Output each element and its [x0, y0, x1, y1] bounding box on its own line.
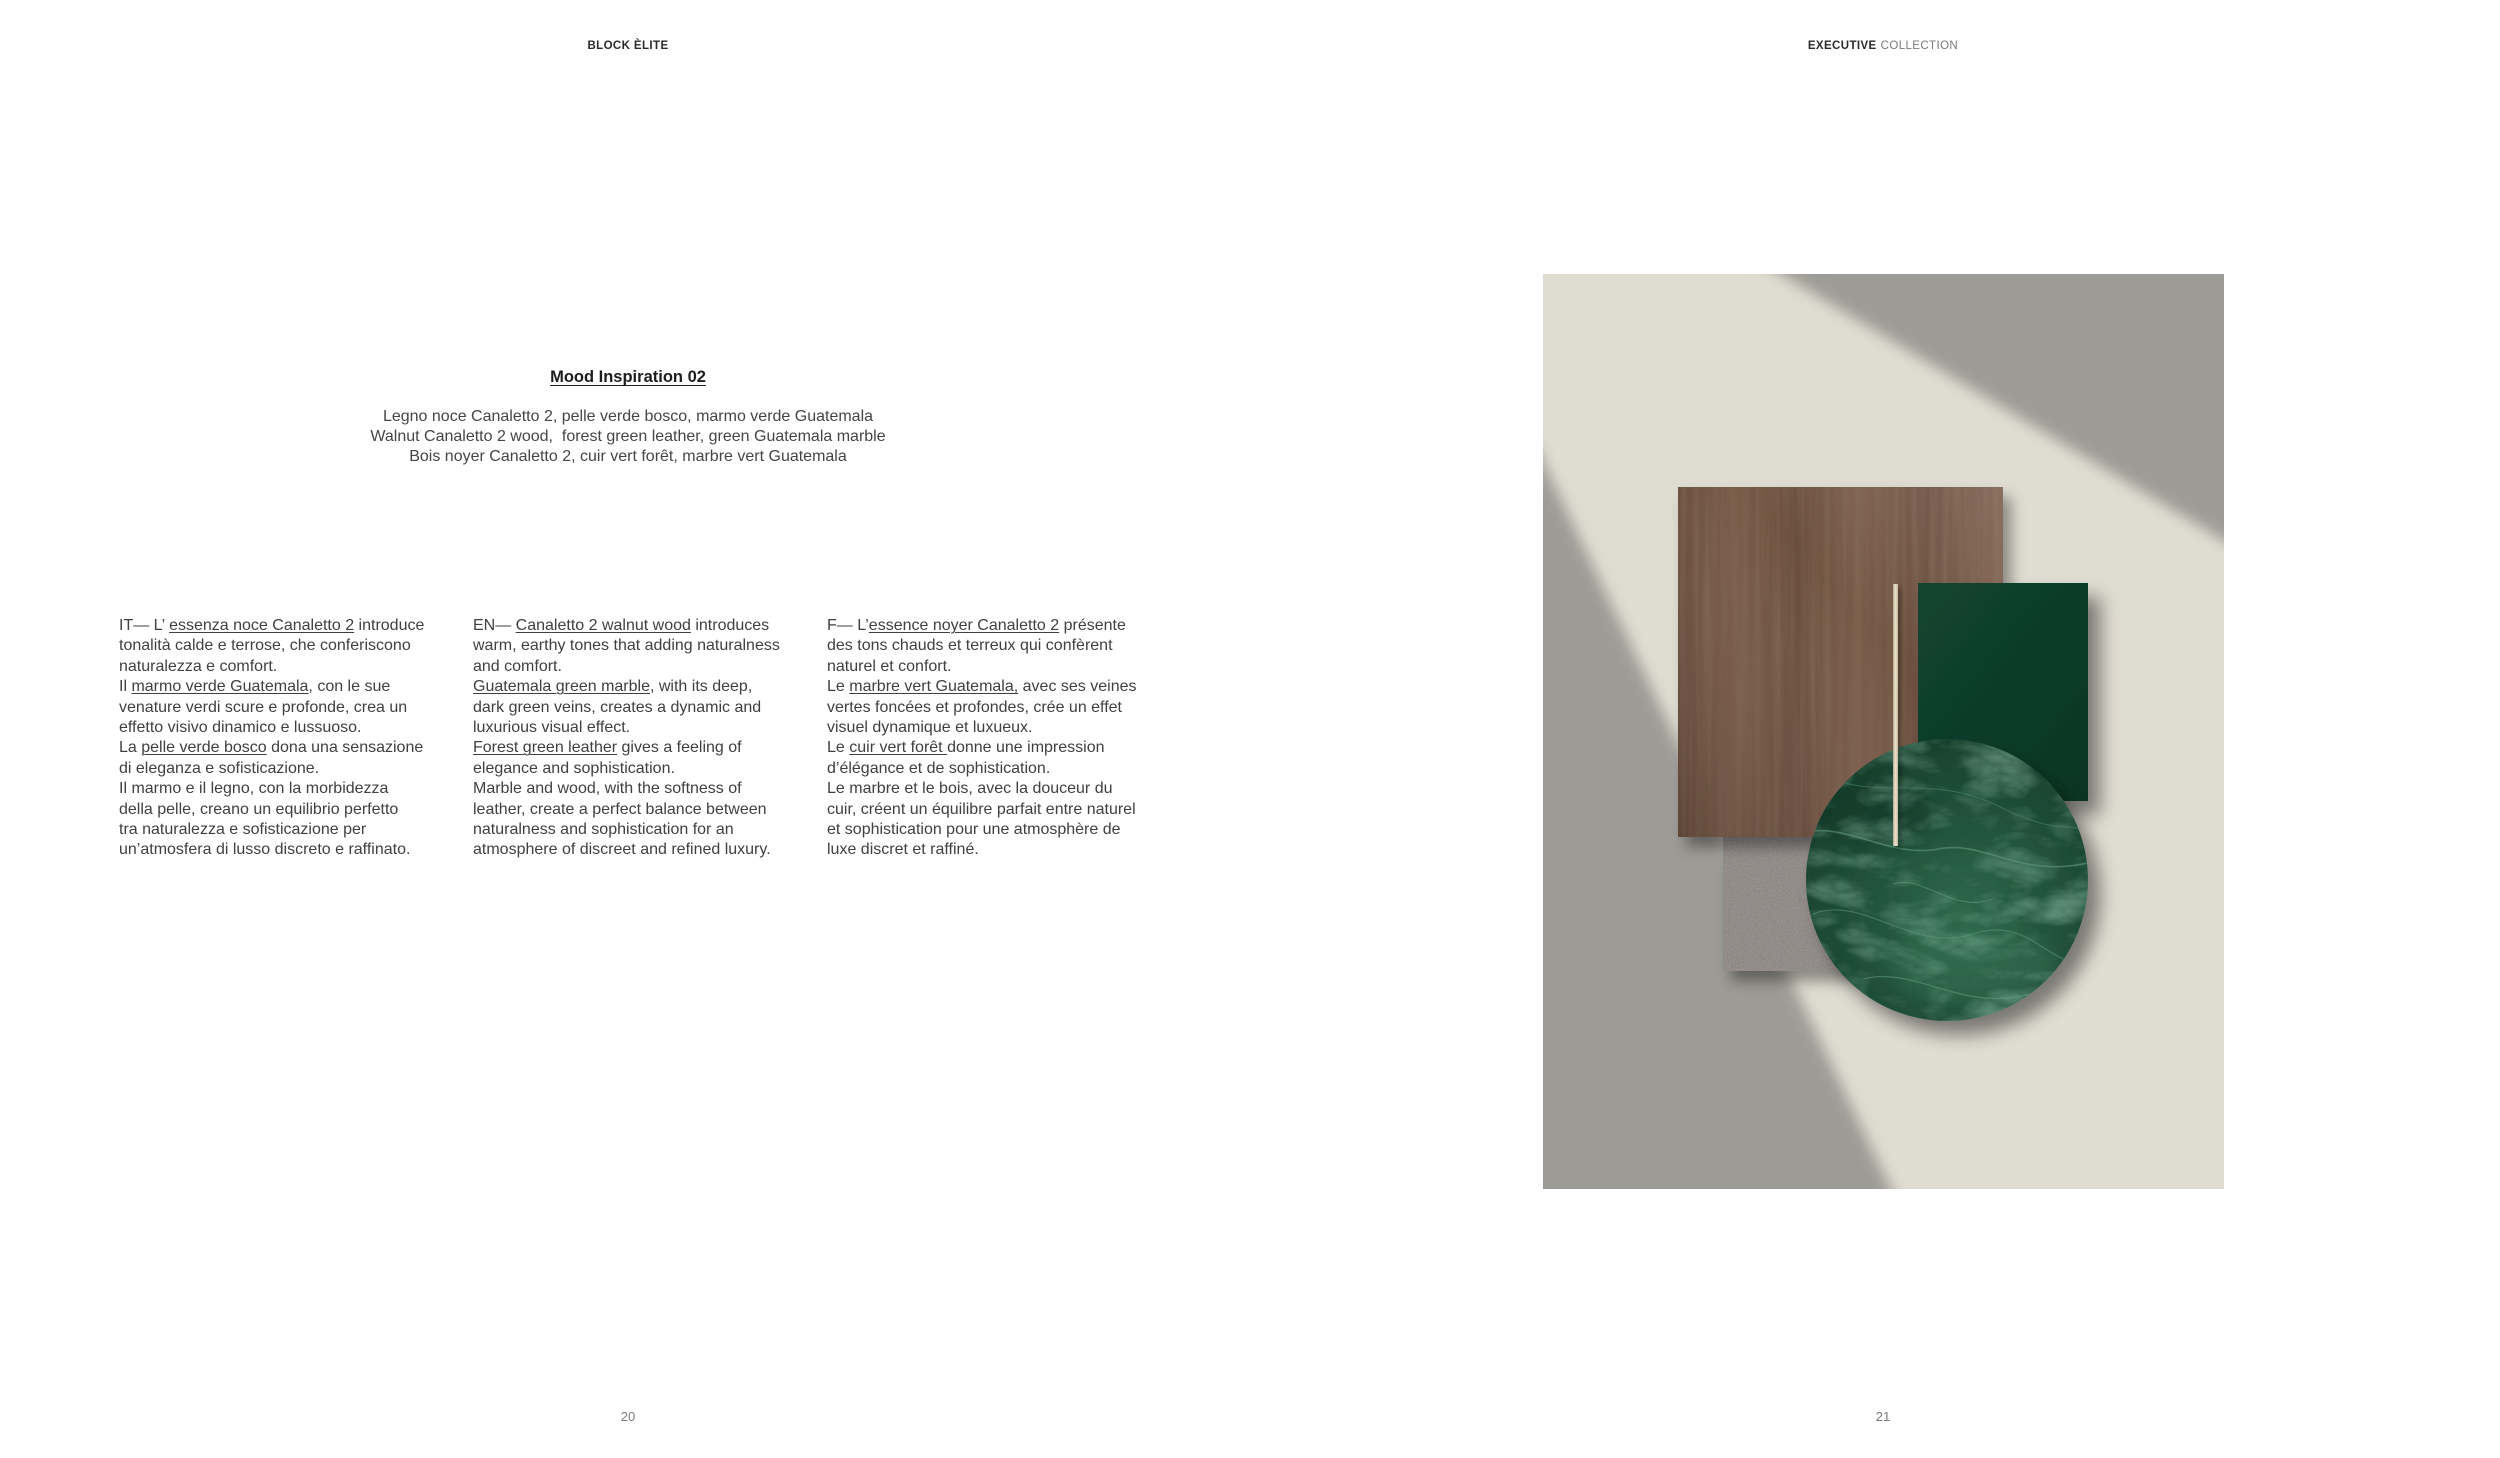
page-number-right: 21	[1875, 1409, 1891, 1424]
text-line	[119, 759, 464, 779]
text-segment: cuir, créent un équilibre parfait entre naturel	[827, 800, 1136, 818]
text-segment: Il marmo e il legno, con la morbidezza	[119, 780, 389, 798]
subtitle-line-en: Walnut Canaletto 2 wood, forest green leather, green Guatemala marble	[370, 428, 886, 445]
text-segment: naturel et confort.	[827, 657, 952, 675]
mood-subtitle	[228, 407, 1028, 467]
text-segment: présente	[1059, 617, 1126, 634]
text-line	[827, 677, 1172, 697]
collection-light: COLLECTION	[1880, 40, 1959, 52]
material-highlight: pelle verde bosco	[141, 739, 267, 757]
running-head-right	[1483, 38, 2283, 54]
text-segment: Marble and wood, with the softness of	[473, 780, 742, 798]
text-segment: tra naturalezza e sofisticazione per	[119, 820, 367, 838]
collection-bold: EXECUTIVE	[1807, 40, 1877, 52]
column-italian	[119, 616, 464, 861]
text-line	[473, 718, 818, 738]
text-segment: della pelle, creano un equilibrio perfetto	[119, 800, 399, 818]
text-line	[473, 820, 818, 840]
text-segment: d’élégance et de sophistication.	[827, 759, 1051, 777]
text-line	[119, 698, 464, 718]
text-segment: , with its deep,	[649, 678, 753, 696]
text-segment: naturalness and sophistication for an	[473, 820, 734, 838]
text-segment: luxe discret et raffiné.	[827, 841, 979, 859]
material-highlight: Guatemala green marble	[473, 678, 650, 696]
mood-title	[228, 366, 1028, 388]
text-line	[473, 636, 818, 656]
text-segment: tonalità calde e terrose, che conferiscono	[119, 637, 411, 655]
text-line	[119, 636, 464, 656]
material-highlight: essenza noce Canaletto 2	[169, 617, 355, 634]
material-highlight: Canaletto 2 walnut wood	[515, 617, 691, 634]
metal-strip	[1893, 584, 1898, 846]
text-line	[827, 616, 1172, 636]
column-french	[827, 616, 1172, 861]
text-line	[827, 657, 1172, 677]
text-line	[119, 840, 464, 860]
text-segment: Le	[827, 739, 850, 757]
subtitle-line-it: Legno noce Canaletto 2, pelle verde bosco, marmo verde Guatemala	[382, 408, 874, 425]
text-segment: atmosphere of discreet and refined luxury.	[473, 841, 771, 859]
subtitle-line-fr: Bois noyer Canaletto 2, cuir vert forêt, marbre vert Guatemala	[409, 448, 847, 465]
text-segment: La	[119, 739, 142, 757]
material-highlight: marbre vert Guatemala,	[849, 678, 1019, 696]
text-line	[119, 616, 464, 636]
text-segment: gives a feeling of	[617, 739, 742, 757]
text-line	[119, 657, 464, 677]
text-line	[473, 698, 818, 718]
text-segment: luxurious visual effect.	[473, 718, 631, 736]
text-line	[473, 677, 818, 697]
mood-title-text: Mood Inspiration 02	[550, 368, 706, 386]
text-line	[827, 820, 1172, 840]
text-segment: et sophistication pour une atmosphère de	[827, 820, 1121, 838]
text-line	[473, 840, 818, 860]
text-segment: effetto visivo dinamico e lussuoso.	[119, 718, 362, 736]
text-line	[119, 800, 464, 820]
text-segment: visuel dynamique et luxueux.	[827, 718, 1033, 736]
text-line	[827, 840, 1172, 860]
material-highlight: essence noyer Canaletto 2	[868, 617, 1060, 634]
text-segment: elegance and sophistication.	[473, 759, 675, 777]
text-segment: , con le sue	[308, 678, 391, 696]
text-segment: dark green veins, creates a dynamic and	[473, 698, 762, 716]
text-line	[119, 718, 464, 738]
material-highlight: marmo verde Guatemala	[131, 678, 309, 696]
text-line	[119, 820, 464, 840]
text-segment: vertes foncées et profondes, crée un effet	[827, 698, 1122, 716]
text-line	[827, 718, 1172, 738]
text-segment: and comfort.	[473, 657, 562, 675]
text-segment: introduce	[354, 617, 425, 634]
text-segment: des tons chauds et terreux qui confèrent	[827, 637, 1113, 655]
text-segment: IT— L’	[119, 617, 170, 634]
text-segment: warm, earthy tones that adding naturalness	[473, 637, 780, 655]
text-line	[473, 616, 818, 636]
text-line	[473, 800, 818, 820]
text-line	[119, 779, 464, 799]
text-segment: venature verdi scure e profonde, crea un	[119, 698, 408, 716]
text-segment: Il	[119, 678, 132, 696]
text-line	[473, 657, 818, 677]
text-segment: donne une impression	[947, 739, 1105, 757]
text-segment: naturalezza e comfort.	[119, 657, 278, 675]
brand-title: BLOCK ÈLITE	[587, 40, 669, 52]
column-english	[473, 616, 818, 861]
text-segment: di eleganza e sofisticazione.	[119, 759, 320, 777]
running-head-left	[228, 38, 1028, 54]
text-segment: EN—	[473, 617, 516, 634]
text-segment: Le	[827, 678, 850, 696]
text-line	[827, 759, 1172, 779]
text-segment: dona una sensazione	[266, 739, 424, 757]
material-highlight: Forest green leather	[473, 739, 618, 757]
text-line	[119, 738, 464, 758]
text-line	[473, 738, 818, 758]
material-highlight: cuir vert forêt	[849, 739, 948, 757]
text-line	[473, 779, 818, 799]
text-line	[119, 677, 464, 697]
text-line	[827, 800, 1172, 820]
text-segment: introduces	[690, 617, 770, 634]
mood-inspiration-image	[1543, 274, 2224, 1189]
text-line	[473, 759, 818, 779]
page-number-left: 20	[620, 1409, 636, 1424]
text-segment: avec ses veines	[1018, 678, 1137, 696]
text-segment: Le marbre et le bois, avec la douceur du	[827, 780, 1113, 798]
text-line	[827, 779, 1172, 799]
text-segment: leather, create a perfect balance between	[473, 800, 767, 818]
text-line	[827, 698, 1172, 718]
text-segment: F— L’	[827, 617, 869, 634]
text-line	[827, 636, 1172, 656]
text-line	[827, 738, 1172, 758]
text-segment: un’atmosfera di lusso discreto e raffinato.	[119, 841, 411, 859]
